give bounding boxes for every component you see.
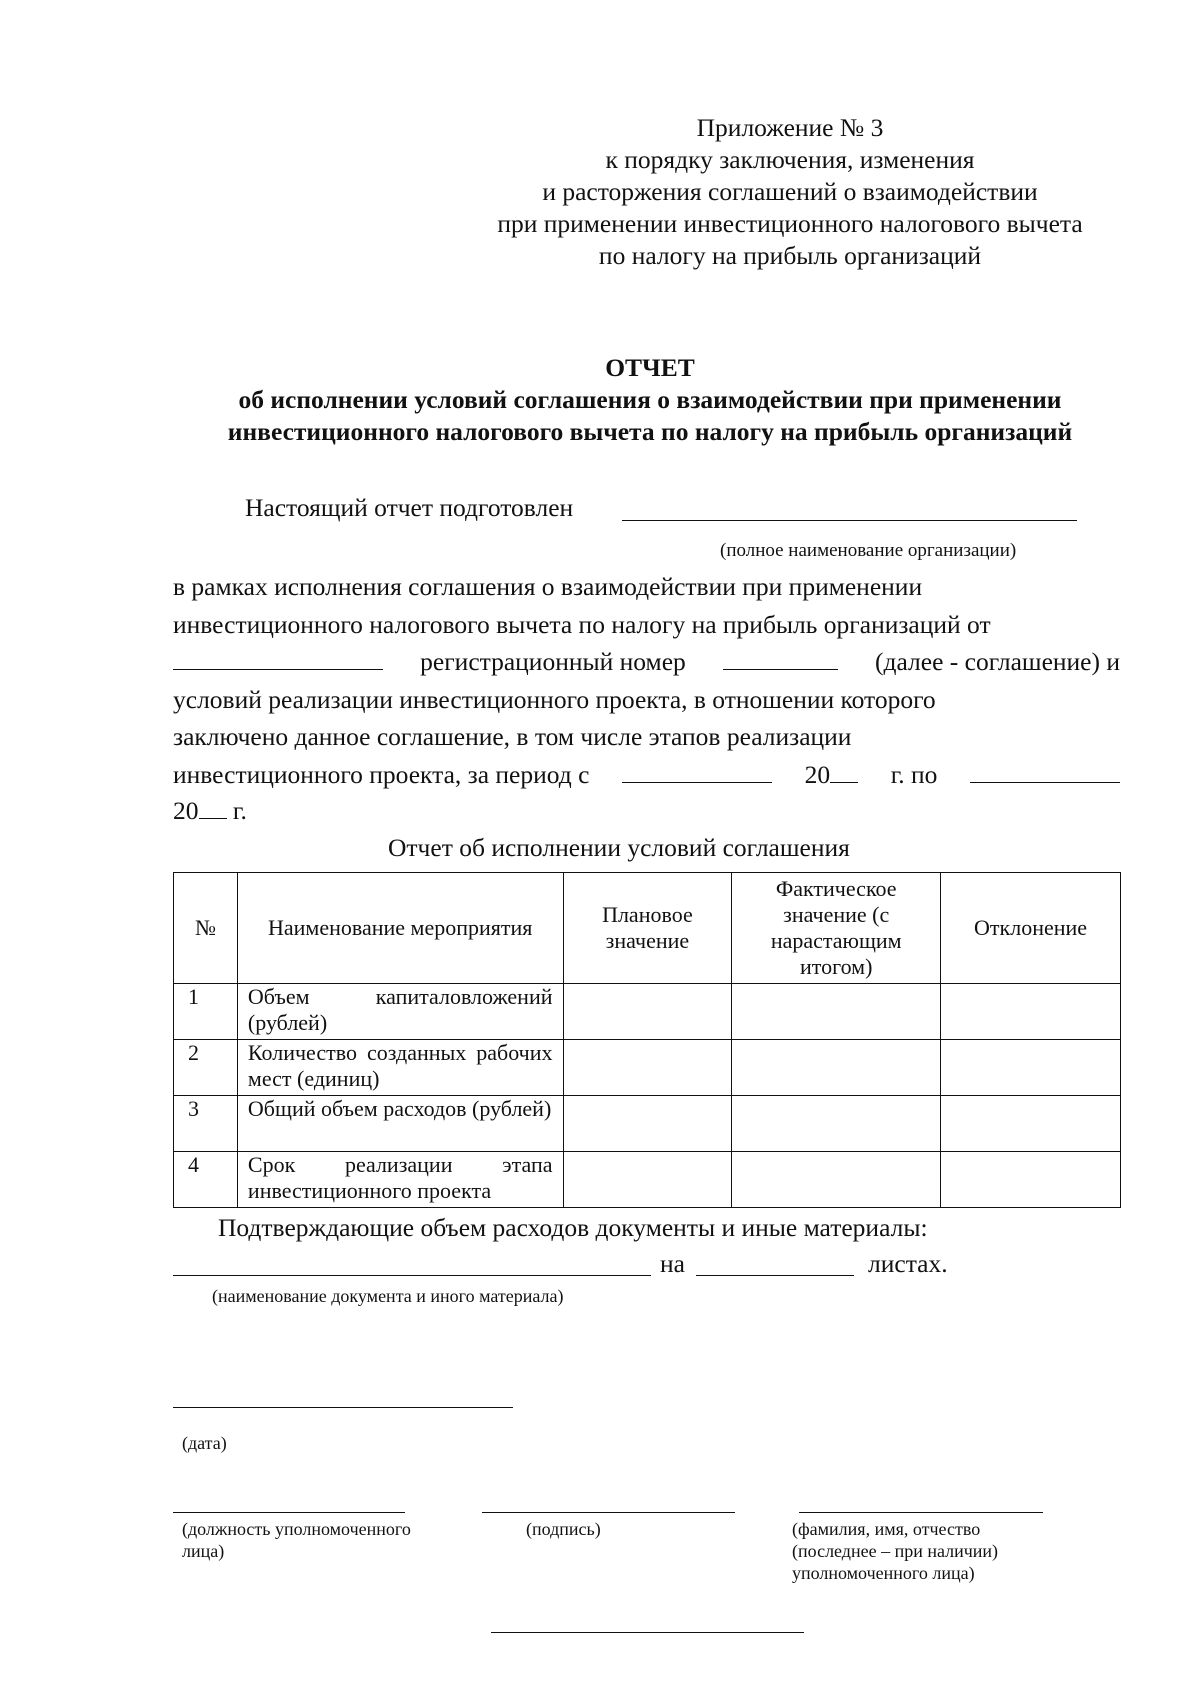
to-label: г. по bbox=[890, 760, 938, 789]
start-year bbox=[805, 756, 859, 794]
appendix-line: при применении инвестиционного налогового вычета bbox=[497, 209, 1083, 238]
on-label: на bbox=[660, 1249, 685, 1278]
signature-field[interactable] bbox=[482, 1512, 735, 1513]
actual-value-cell[interactable] bbox=[732, 984, 941, 1040]
reg-number-label: регистрационный номер bbox=[420, 647, 686, 676]
appendix-line: и расторжения соглашений о взаимодействии bbox=[542, 177, 1038, 206]
actual-value-cell[interactable] bbox=[732, 1040, 941, 1096]
header-number: № bbox=[174, 873, 238, 984]
row-number: 4 bbox=[174, 1152, 238, 1208]
row-activity: Общий объем расходов (рублей) bbox=[237, 1096, 563, 1152]
intro-line-6 bbox=[173, 756, 1120, 794]
position-caption: (должность уполномоченного лица) bbox=[182, 1519, 411, 1561]
year-prefix: 20 bbox=[804, 760, 831, 789]
planned-value-cell[interactable] bbox=[563, 1096, 732, 1152]
actual-value-cell[interactable] bbox=[732, 1096, 941, 1152]
appendix-line: Приложение № 3 bbox=[696, 113, 884, 142]
title-main: ОТЧЕТ bbox=[605, 353, 695, 382]
start-year-field[interactable] bbox=[830, 758, 858, 783]
intro-line-3 bbox=[173, 643, 1120, 681]
table-row bbox=[174, 1096, 1121, 1152]
actual-value-cell[interactable] bbox=[732, 1152, 941, 1208]
deviation-cell[interactable] bbox=[941, 1152, 1121, 1208]
end-year-field[interactable] bbox=[199, 794, 227, 819]
appendix-line: по налогу на прибыль организаций bbox=[598, 241, 982, 270]
planned-value-cell[interactable] bbox=[563, 1152, 732, 1208]
document-caption: (наименование документа и иного материала) bbox=[212, 1286, 564, 1306]
intro-text: инвестиционного налогового вычета по налогу на прибыль организаций от bbox=[173, 610, 991, 639]
date-field[interactable] bbox=[173, 1407, 513, 1408]
agreement-date-field[interactable] bbox=[173, 645, 383, 670]
row-activity: Объем капиталовложений (рублей) bbox=[237, 984, 563, 1040]
intro-line-5 bbox=[173, 718, 1120, 756]
bottom-line bbox=[491, 1632, 804, 1633]
header-planned: Плановое значение bbox=[563, 873, 732, 984]
document-name-field[interactable] bbox=[173, 1275, 651, 1276]
year-suffix: г. bbox=[232, 796, 247, 825]
table-row bbox=[174, 1152, 1121, 1208]
year-prefix: 20 bbox=[173, 796, 199, 825]
row-number: 3 bbox=[174, 1096, 238, 1152]
table-row bbox=[174, 984, 1121, 1040]
row-number: 2 bbox=[174, 1040, 238, 1096]
appendix-line: к порядку заключения, изменения bbox=[605, 145, 975, 174]
deviation-cell[interactable] bbox=[941, 1040, 1121, 1096]
further-label: (далее - соглашение) и bbox=[875, 647, 1121, 676]
fullname-field[interactable] bbox=[799, 1512, 1043, 1513]
table-header-row bbox=[174, 873, 1121, 984]
report-title bbox=[150, 352, 1150, 448]
planned-value-cell[interactable] bbox=[563, 1040, 732, 1096]
organization-name-field[interactable] bbox=[622, 520, 1077, 521]
title-line: инвестиционного налогового вычета по налогу на прибыль организаций bbox=[227, 417, 1073, 446]
position-field[interactable] bbox=[173, 1512, 405, 1513]
row-number: 1 bbox=[174, 984, 238, 1040]
date-caption: (дата) bbox=[182, 1433, 227, 1453]
period-start-field[interactable] bbox=[622, 758, 772, 783]
intro-line-4 bbox=[173, 681, 1120, 719]
fullname-caption: (фамилия, имя, отчество (последнее – при наличии) уполномоченного лица) bbox=[792, 1519, 999, 1583]
period-end-field[interactable] bbox=[970, 758, 1120, 783]
reg-number-field[interactable] bbox=[723, 645, 838, 670]
sheets-label: листах. bbox=[868, 1249, 948, 1278]
header-deviation: Отклонение bbox=[941, 873, 1121, 984]
table-row bbox=[174, 1040, 1121, 1096]
appendix-header bbox=[440, 112, 1140, 272]
intro-text: в рамках исполнения соглашения о взаимодействии при применении bbox=[173, 572, 923, 601]
end-year bbox=[173, 794, 247, 827]
row-activity: Количество созданных рабочих мест (единиц) bbox=[237, 1040, 563, 1096]
intro-line-2 bbox=[173, 606, 1120, 644]
header-actual: Фактическое значение (с нарастающим итогом) bbox=[732, 873, 941, 984]
title-line: об исполнении условий соглашения о взаимодействии при применении bbox=[238, 385, 1062, 414]
deviation-cell[interactable] bbox=[941, 1096, 1121, 1152]
intro-line-1 bbox=[173, 568, 1120, 606]
table-caption: Отчет об исполнении условий соглашения bbox=[388, 833, 850, 862]
planned-value-cell[interactable] bbox=[563, 984, 732, 1040]
deviation-cell[interactable] bbox=[941, 984, 1121, 1040]
intro-text: условий реализации инвестиционного проекта, в отношении которого bbox=[173, 685, 936, 714]
period-label: инвестиционного проекта, за период с bbox=[173, 760, 590, 789]
organization-caption: (полное наименование организации) bbox=[720, 540, 1017, 561]
header-activity: Наименование мероприятия bbox=[237, 873, 563, 984]
sheets-count-field[interactable] bbox=[696, 1275, 854, 1276]
supporting-heading: Подтверждающие объем расходов документы и иные материалы: bbox=[218, 1213, 928, 1242]
signature-caption: (подпись) bbox=[526, 1519, 601, 1539]
intro-text: заключено данное соглашение, в том числе этапов реализации bbox=[173, 722, 852, 751]
prepared-by-label: Настоящий отчет подготовлен bbox=[245, 493, 574, 522]
row-activity: Срок реализации этапа инвестиционного проекта bbox=[237, 1152, 563, 1208]
report-table bbox=[173, 872, 1121, 1208]
